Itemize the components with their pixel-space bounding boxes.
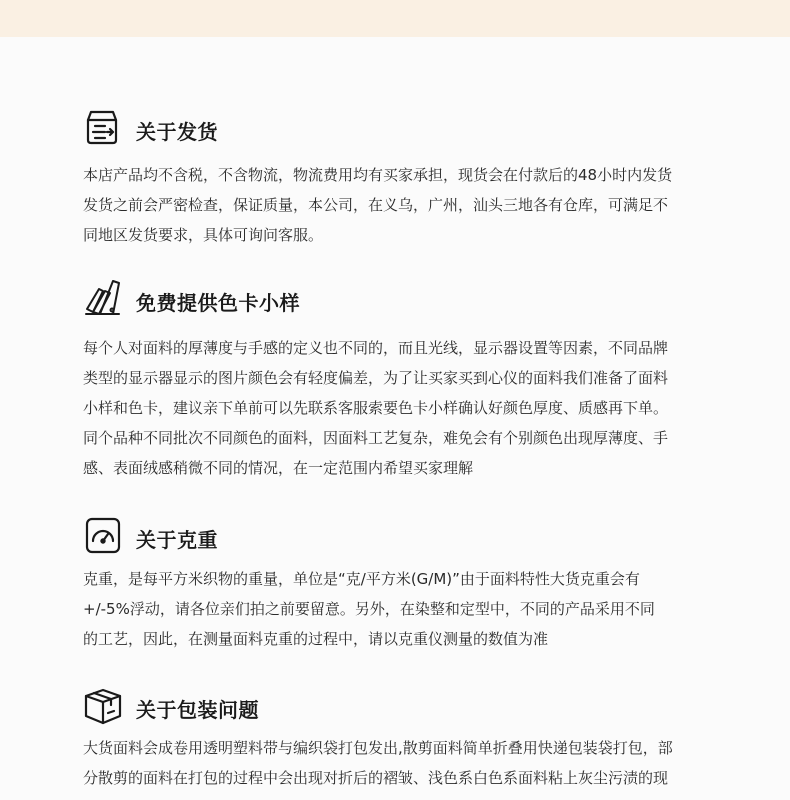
body-line: 每个人对面料的厚薄度与手感的定义也不同的，而且光线，显示器设置等因素，不同品牌 [83,339,669,357]
section-body [83,333,668,483]
section-packaging [83,686,723,787]
body-line: 分散剪的面料在打包的过程中会出现对折后的褶皱、浅色系白色系面料粘上灰尘污渍的现 [83,769,669,787]
body-line: 克重，是每平方米织物的重量，单位是“克/平方米(G/M)”由于面料特性大货克重会有 [83,570,640,588]
body-line: 本店产品均不含税，不含物流，物流费用均有买家承担，现货会在付款后的48小时内发货 [83,166,673,184]
section-title: 关于包装问题 [136,698,259,722]
body-line: 大货面料会成卷用透明塑料带与编织袋打包发出,散剪面料简单折叠用快递包装袋打包，部 [83,739,673,757]
section-shipping [83,108,723,244]
body-line: 发货之前会严密检查，保证质量，本公司，在义乌，广州，汕头三地各有仓库，可满足不 [83,196,669,214]
body-line: +/-5%浮动，请各位亲们拍之前要留意。另外，在染整和定型中，不同的产品采用不同 [83,600,655,618]
section-free-swatch [83,279,723,477]
scale-gauge-icon [83,516,123,556]
section-header [83,108,723,148]
top-banner-strip [0,0,790,37]
body-line: 同个品种不同批次不同颜色的面料，因面料工艺复杂，难免会有个别颜色出现厚薄度、手 [83,429,669,447]
body-line: 小样和色卡，建议亲下单前可以先联系客服索要色卡小样确认好颜色厚度、质感再下单。 [83,399,669,417]
body-line: 同地区发货要求，具体可询问客服。 [83,226,324,244]
section-body [83,733,673,793]
package-box-icon [83,686,123,726]
body-line: 类型的显示器显示的图片颜色会有轻度偏差，为了让买家买到心仪的面料我们准备了面料 [83,369,669,387]
section-title: 关于发货 [136,120,218,144]
section-header [83,279,723,319]
section-title: 关于克重 [136,528,218,552]
body-line: 的工艺，因此，在测量面料克重的过程中，请以克重仪测量的数值为准 [83,630,549,648]
section-title: 免费提供色卡小样 [136,291,300,315]
color-swatch-fan-icon [83,279,123,319]
section-body [83,160,672,250]
section-header [83,516,723,556]
body-line: 感、表面绒感稍微不同的情况，在一定范围内希望买家理解 [83,459,474,477]
section-weight [83,516,723,648]
box-fast-delivery-icon [83,108,123,148]
section-body [83,564,655,654]
section-header [83,686,723,726]
